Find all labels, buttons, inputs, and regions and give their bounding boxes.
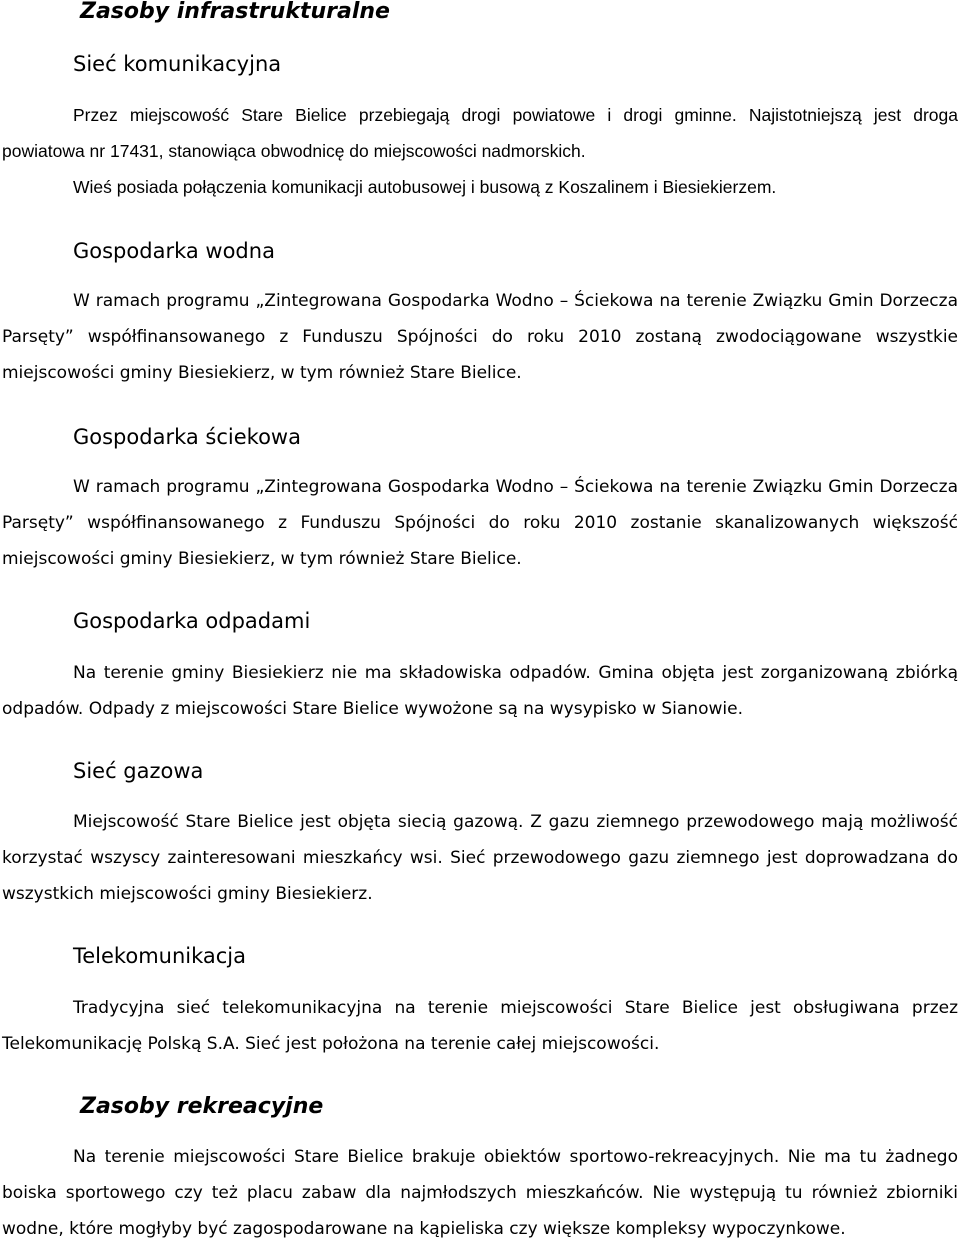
paragraph-siec-komunikacyjna-1: Przez miejscowość Stare Bielice przebiegają drogi powiatowe i drogi gminne. Najistotniejszą jest droga powiatowa nr 17431, stanowiąca obwodnicę do miejscowości nadmorskich. <box>2 105 958 161</box>
heading-telekomunikacja: Telekomunikacja <box>73 944 247 968</box>
paragraph-siec-gazowa: Miejscowość Stare Bielice jest objęta siecią gazową. Z gazu ziemnego przewodowego mają możliwość korzystać wszyscy zainteresowani mieszkańcy wsi. Sieć przewodowego gazu ziemnego jest doprowadzana do wszystkich miejscowości gminy Biesiekierz. <box>2 812 958 904</box>
heading-zasoby-rekreacyjne: Zasoby rekreacyjne <box>80 1094 324 1119</box>
heading-zasoby-infrastrukturalne: Zasoby infrastrukturalne <box>80 0 390 24</box>
paragraph-gospodarka-wodna: W ramach programu „Zintegrowana Gospodarka Wodno – Ściekowa na terenie Związku Gmin Dorzecza Parsęty” współfinansowanego z Funduszu Spójności do roku 2010 zostaną zwodociągowane wszystkie miejscowości gminy Biesiekierz, w tym również Stare Bielice. <box>2 291 958 383</box>
heading-gospodarka-odpadami: Gospodarka odpadami <box>73 609 311 633</box>
heading-siec-gazowa: Sieć gazowa <box>73 759 204 783</box>
paragraph-gospodarka-odpadami: Na terenie gminy Biesiekierz nie ma składowiska odpadów. Gmina objęta jest zorganizowaną zbiórką odpadów. Odpady z miejscowości Stare Bielice wywożone są na wysypisko w Sianowie. <box>2 663 958 719</box>
paragraph-telekomunikacja: Tradycyjna sieć telekomunikacyjna na terenie miejscowości Stare Bielice jest obsługiwana przez Telekomunikację Polską S.A. Sieć jest położona na terenie całej miejscowości. <box>2 998 958 1054</box>
paragraph-gospodarka-sciekowa: W ramach programu „Zintegrowana Gospodarka Wodno – Ściekowa na terenie Związku Gmin Dorzecza Parsęty” współfinansowanego z Funduszu Spójności do roku 2010 zostanie skanalizowanych większość miejscowości gminy Biesiekierz, w tym również Stare Bielice. <box>2 477 958 569</box>
paragraph-siec-komunikacyjna-2: Wieś posiada połączenia komunikacji autobusowej i busową z Koszalinem i Biesiekierzem. <box>73 177 777 197</box>
heading-gospodarka-wodna: Gospodarka wodna <box>73 239 275 263</box>
heading-gospodarka-sciekowa: Gospodarka ściekowa <box>73 425 301 449</box>
paragraph-zasoby-rekreacyjne: Na terenie miejscowości Stare Bielice brakuje obiektów sportowo-rekreacyjnych. Nie ma tu żadnego boiska sportowego czy też placu zabaw dla najmłodszych mieszkańców. Nie występują tu również zbiorniki wodne, które mogłyby być zagospodarowane na kąpieliska czy większe kompleksy wypoczynkowe. <box>2 1147 958 1239</box>
heading-siec-komunikacyjna: Sieć komunikacyjna <box>73 52 282 76</box>
